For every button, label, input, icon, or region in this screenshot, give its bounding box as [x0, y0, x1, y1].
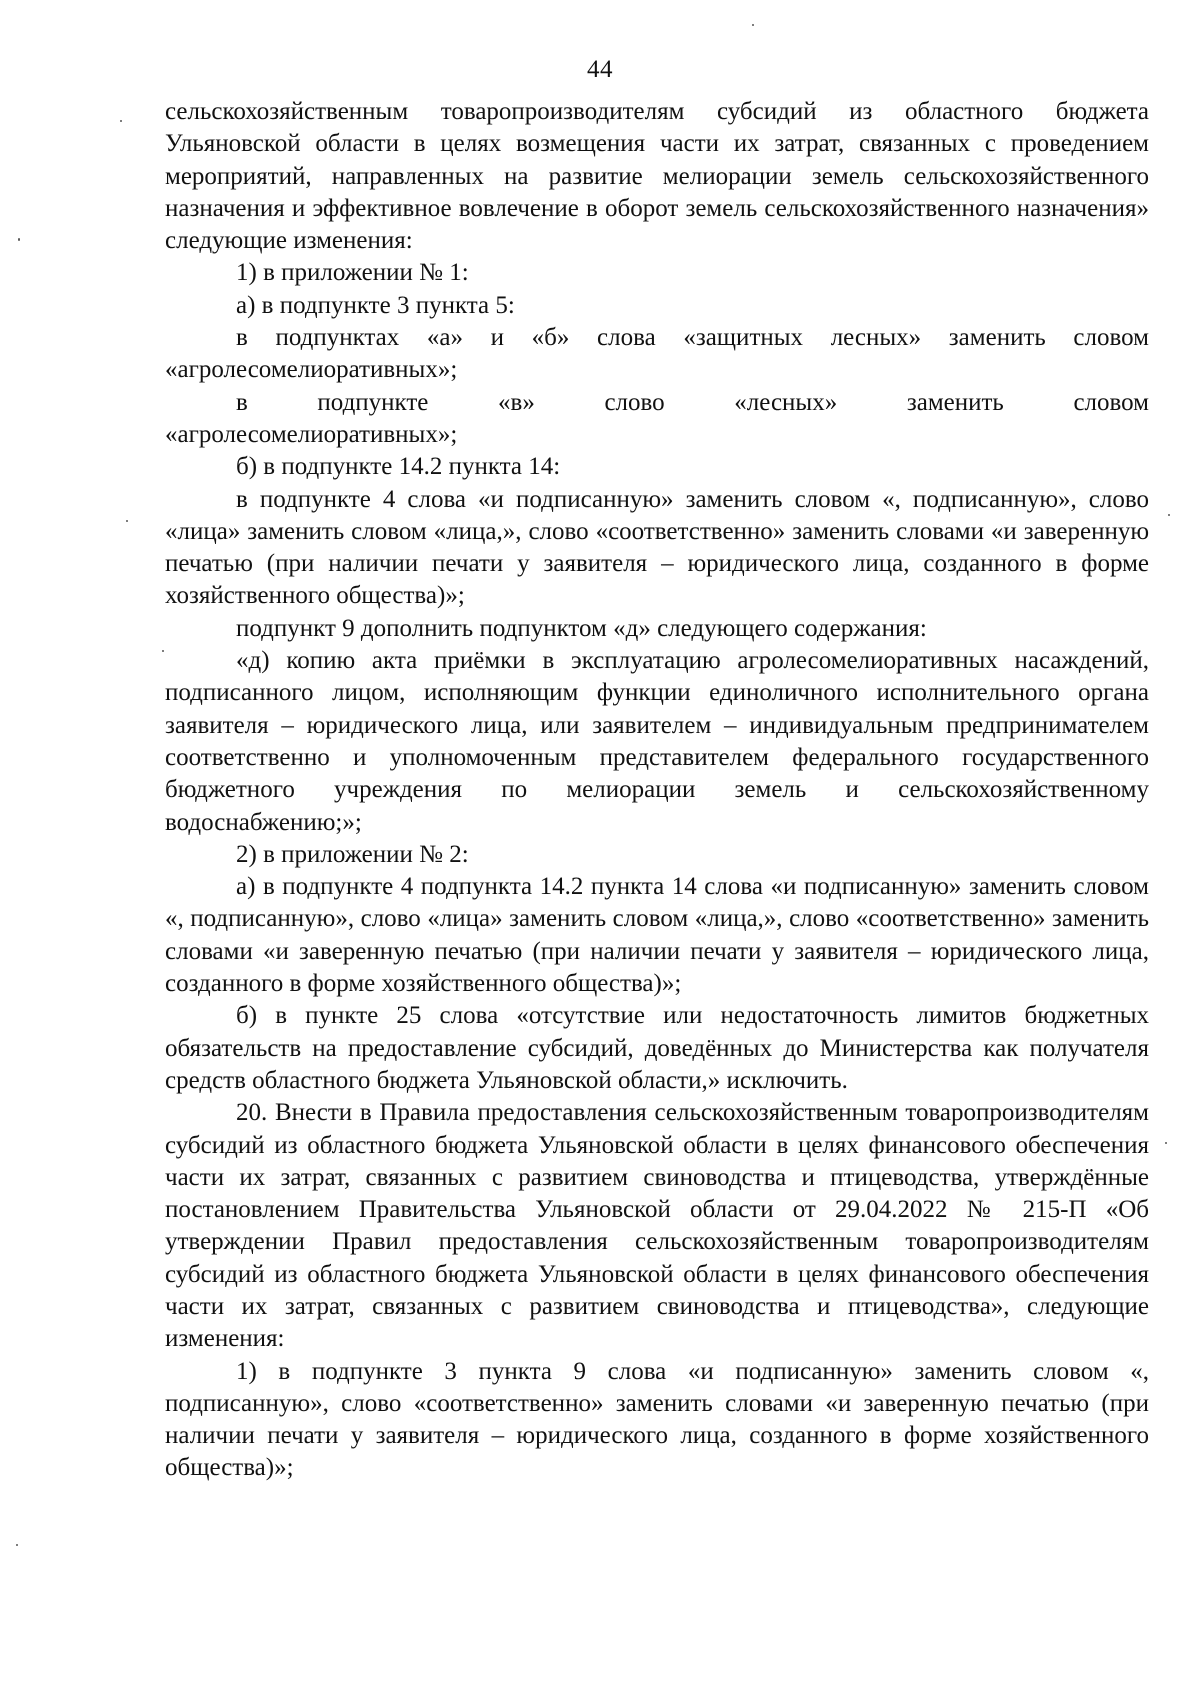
scan-speck [1168, 514, 1170, 516]
document-body [165, 96, 1149, 1485]
page-number: 44 [587, 56, 613, 83]
paragraph-appendix-2-b: б) в пункте 25 слова «отсутствие или недостаточность лимитов бюджетных обязательств на предоставление субсидий, доведённых до Министерства как получателя средств областного бюджета Ульяновской области,» исключить. [165, 1002, 1149, 1094]
paragraph-subpoints-a-b: в подпунктах «а» и «б» слова «защитных лесных» заменить словом «агролесомелиоративных»; [165, 324, 1149, 384]
paragraph-appendix-2-a: а) в подпункте 4 подпункта 14.2 пункта 14 слова «и подписанную» заменить словом «, подписанную», слово «лица» заменить словом «лица,», слово «соответственно» заменить словами «и заверенную печатью (при наличии печати у заявителя – юридического лица, созданного в форме хозяйственного общества)»; [165, 873, 1149, 998]
paragraph-subpoint-v: в подпункте «в» слово «лесных» заменить словом [236, 388, 1149, 416]
paragraph-continuation: сельскохозяйственным товаропроизводителям субсидий из областного бюджета Ульяновской области в целях возмещения части их затрат, связанных с проведением мероприятий, направленных на развитие мелиорации земель сельскохозяйственного назначения и эффективное вовлечение в оборот земель сельскохозяйственного назначения» следующие изменения: [165, 98, 1149, 255]
paragraph-subpoint-4: в подпункте 4 слова «и подписанную» заменить словом «, подписанную», слово «лица» заменить словом «лица,», слово «соответственно» заменить словами «и заверенную печатью (при наличии печати у заявителя – юридического лица, созданного в форме хозяйственного общества)»; [165, 485, 1149, 610]
scan-speck [752, 24, 754, 26]
paragraph-item-20-1: 1) в подпункте 3 пункта 9 слова «и подписанную» заменить словом «, подписанную», слово «соответственно» заменить словами «и заверенную печатью (при наличии печати у заявителя – юридического лица, созданного в форме хозяйственного общества)»; [165, 1357, 1149, 1482]
paragraph-subpoint-a: а) в подпункте 3 пункта 5: [236, 291, 515, 319]
paragraph-subpoint-d: «д) копию акта приёмки в эксплуатацию агролесомелиоративных насаждений, подписанного лицом, исполняющим функции единоличного исполнительного органа заявителя – юридического лица, или заявителем – индивидуальным предпринимателем соответственно и уполномоченным представителем федерального государственного бюджетного учреждения по мелиорации земель и сельскохозяйственному водоснабжению;»; [165, 647, 1149, 836]
paragraph-subpoint-b: б) в подпункте 14.2 пункта 14: [236, 453, 561, 481]
scan-speck [120, 120, 122, 122]
paragraph-subpoint-v-end: «агролесомелиоративных»; [165, 420, 458, 448]
scan-speck [16, 1544, 18, 1546]
scan-speck [18, 238, 20, 241]
scan-speck [162, 650, 164, 652]
paragraph-appendix-2: 2) в приложении № 2: [236, 840, 469, 868]
scan-speck [126, 520, 128, 522]
paragraph-item-20: 20. Внести в Правила предоставления сельскохозяйственным товаропроизводителям субсидий из областного бюджета Ульяновской области в целях финансового обеспечения части их затрат, связанных с развитием свиноводства и птицеводства, утверждённые постановлением Правительства Ульяновской области от 29.04.2022 № 215-П «Об утверждении Правил предоставления сельскохозяйственным товаропроизводителям субсидий из областного бюджета Ульяновской области в целях финансового обеспечения части их затрат, связанных с развитием свиноводства и птицеводства», следующие изменения: [165, 1099, 1149, 1353]
paragraph-subpoint-9: подпункт 9 дополнить подпунктом «д» следующего содержания: [236, 614, 927, 642]
paragraph-appendix-1: 1) в приложении № 1: [236, 259, 469, 287]
scan-speck [1165, 1142, 1167, 1144]
